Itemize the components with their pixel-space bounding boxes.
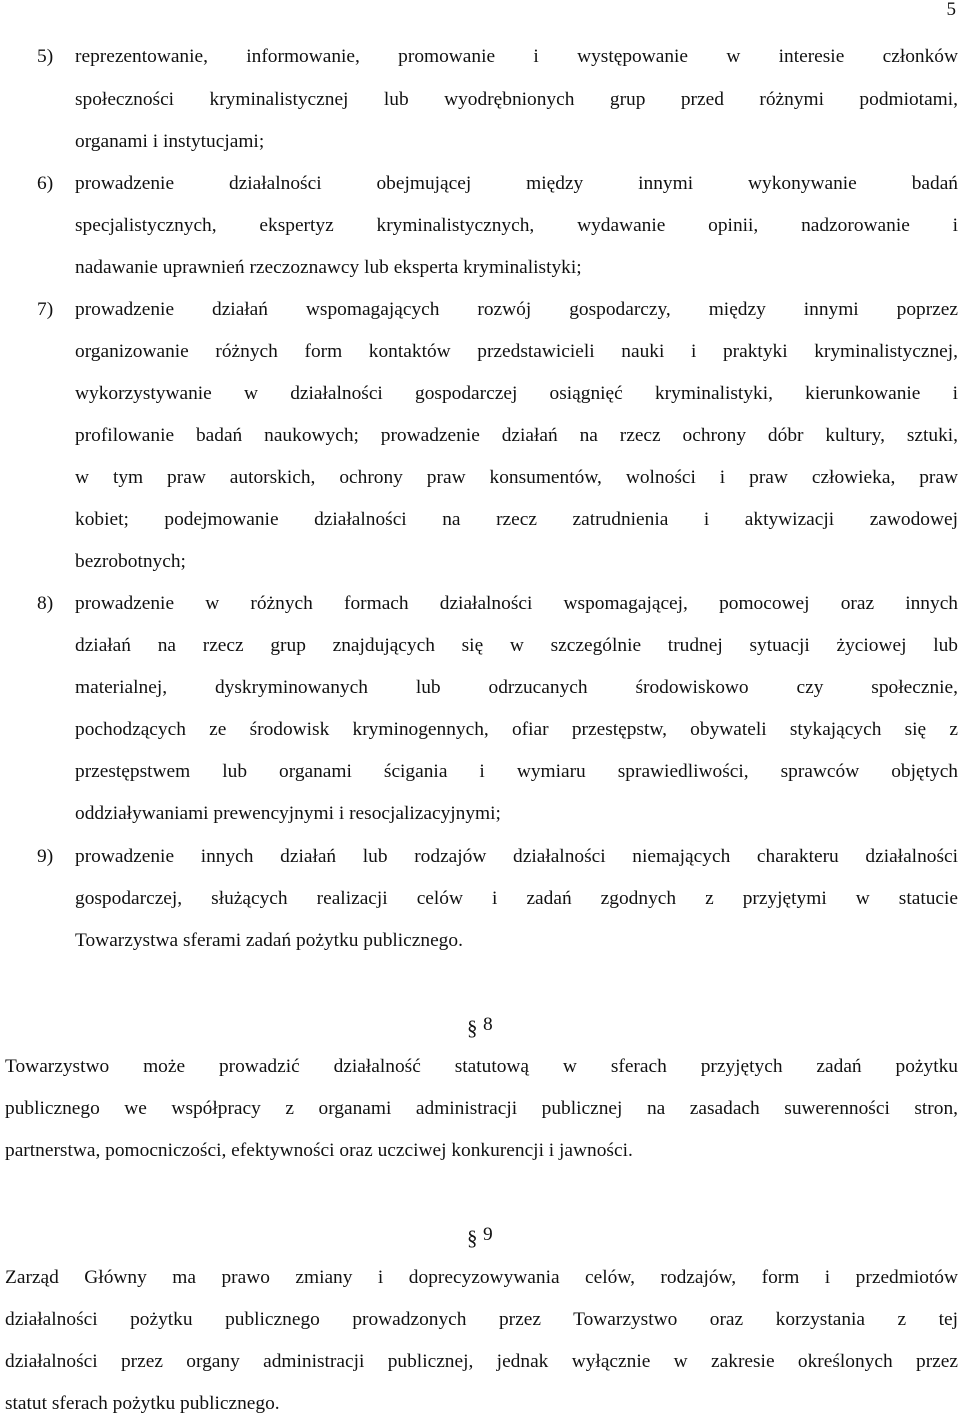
section-text-line: partnerstwa, pomocniczości, efektywności oraz uczciwej konkurencji i jawności. xyxy=(5,1140,633,1161)
section-number: 8 xyxy=(483,1014,493,1035)
item-text-line: materialnej, dyskryminowanych lub odrzucanych środowiskowo czy społecznie, xyxy=(75,677,958,698)
item-text-line: profilowanie badań naukowych; prowadzenie działań na rzecz ochrony dóbr kultury, sztuki, xyxy=(75,425,958,446)
section-symbol: § xyxy=(467,1016,478,1040)
item-text-line: w tym praw autorskich, ochrony praw konsumentów, wolności i praw człowieka, praw xyxy=(75,467,958,488)
section-text-line: statut sferach pożytku publicznego. xyxy=(5,1393,280,1414)
section-symbol: § xyxy=(467,1226,478,1250)
page-number: 5 xyxy=(946,0,956,20)
item-number: 9) xyxy=(37,846,54,867)
section-number: 9 xyxy=(483,1224,493,1245)
item-text-line: prowadzenie działań wspomagających rozwój gospodarczy, między innymi poprzez xyxy=(75,299,958,320)
item-text-line: działań na rzecz grup znajdujących się w szczególnie trudnej sytuacji życiowej lub xyxy=(75,635,958,656)
item-text-line: bezrobotnych; xyxy=(75,551,186,572)
item-text-line: kobiet; podejmowanie działalności na rzecz zatrudnienia i aktywizacji zawodowej xyxy=(75,509,958,530)
item-text-line: nadawanie uprawnień rzeczoznawcy lub eksperta kryminalistyki; xyxy=(75,257,582,278)
item-text-line: oddziaływaniami prewencyjnymi i resocjalizacyjnymi; xyxy=(75,803,501,824)
item-text-line: wykorzystywanie w działalności gospodarczej osiągnięć kryminalistyki, kierunkowanie i xyxy=(75,383,958,404)
item-text-line: prowadzenie innych działań lub rodzajów działalności niemających charakteru działalności xyxy=(75,846,958,867)
item-number: 7) xyxy=(37,299,54,320)
item-number: 5) xyxy=(37,46,54,67)
item-text-line: organami i instytucjami; xyxy=(75,131,265,152)
item-number: 6) xyxy=(37,173,54,194)
item-text-line: specjalistycznych, ekspertyz kryminalistycznych, wydawanie opinii, nadzorowanie i xyxy=(75,215,958,236)
item-text-line: pochodzących ze środowisk kryminogennych, ofiar przestępstw, obywateli stykających się z xyxy=(75,719,958,740)
section-text-line: Zarząd Główny ma prawo zmiany i doprecyzowywania celów, rodzajów, form i przedmiotów xyxy=(5,1267,958,1288)
section-text-line: Towarzystwo może prowadzić działalność statutową w sferach przyjętych zadań pożytku xyxy=(5,1056,958,1077)
item-text-line: prowadzenie działalności obejmującej między innymi wykonywanie badań xyxy=(75,173,958,194)
item-text-line: Towarzystwa sferami zadań pożytku publicznego. xyxy=(75,930,463,951)
section-text-line: działalności pożytku publicznego prowadzonych przez Towarzystwo oraz korzystania z tej xyxy=(5,1309,958,1330)
item-number: 8) xyxy=(37,593,54,614)
item-text-line: gospodarczej, służących realizacji celów i zadań zgodnych z przyjętymi w statucie xyxy=(75,888,958,909)
section-text-line: publicznego we współpracy z organami administracji publicznej na zasadach suwerenności stron, xyxy=(5,1098,958,1119)
item-text-line: organizowanie różnych form kontaktów przedstawicieli nauki i praktyki kryminalistycznej, xyxy=(75,341,958,362)
item-text-line: reprezentowanie, informowanie, promowanie i występowanie w interesie członków xyxy=(75,46,958,67)
section-text-line: działalności przez organy administracji publicznej, jednak wyłącznie w zakresie określonych przez xyxy=(5,1351,958,1372)
item-text-line: społeczności kryminalistycznej lub wyodrębnionych grup przed różnymi podmiotami, xyxy=(75,89,958,110)
item-text-line: prowadzenie w różnych formach działalności wspomagającej, pomocowej oraz innych xyxy=(75,593,958,614)
item-text-line: przestępstwem lub organami ścigania i wymiaru sprawiedliwości, sprawców objętych xyxy=(75,761,958,782)
